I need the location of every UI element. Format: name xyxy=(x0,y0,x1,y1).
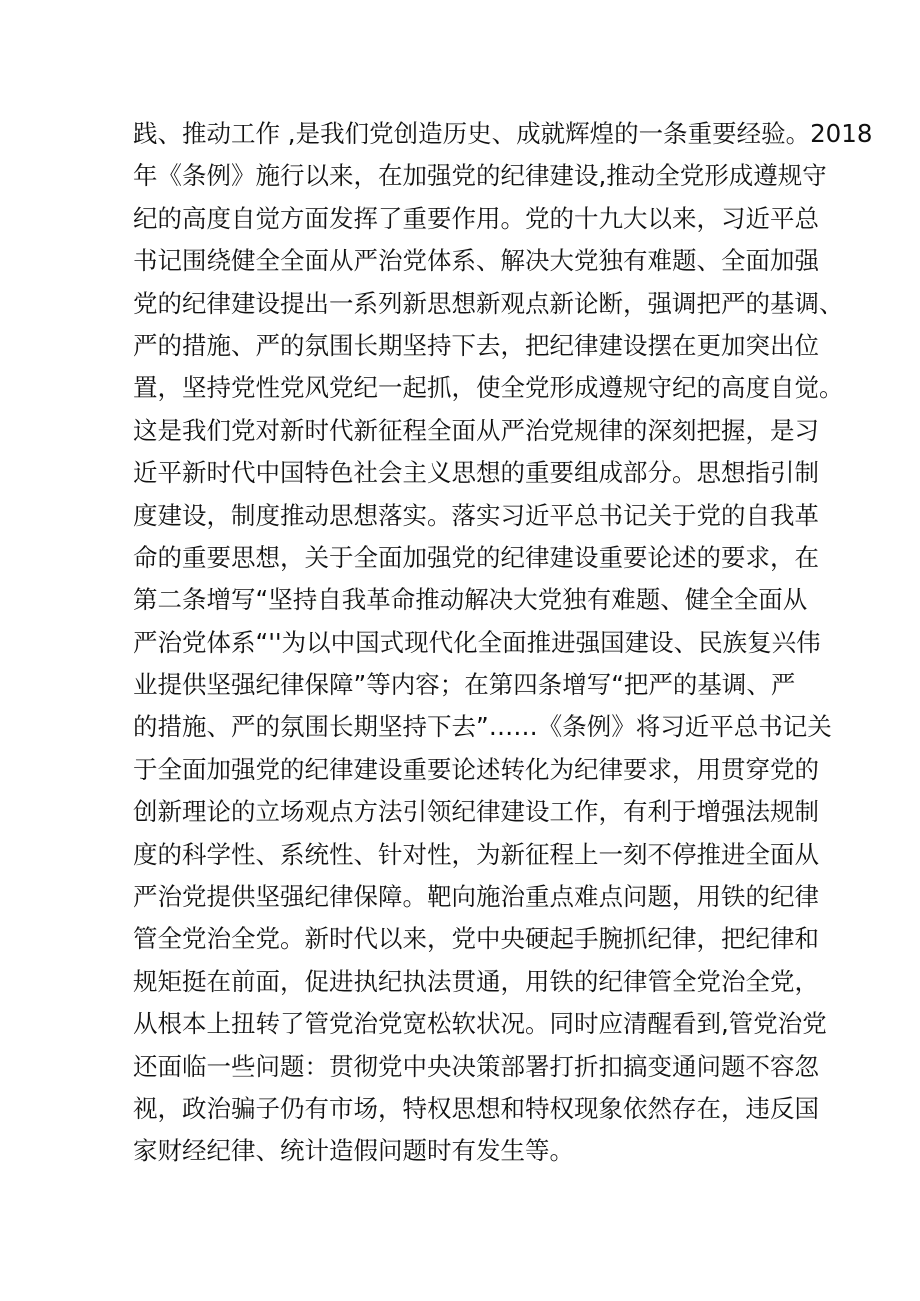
text-line: 管全党治全党。新时代以来，党中央硬起手腕抓纪律，把纪律和 xyxy=(133,924,819,954)
text-line: 近平新时代中国特色社会主义思想的重要组成部分。思想指引制 xyxy=(133,458,819,488)
text-line: 命的重要思想，关于全面加强党的纪律建设重要论述的要求，在 xyxy=(133,542,819,572)
text-line: 创新理论的立场观点方法引领纪律建设工作，有利于增强法规制 xyxy=(133,797,819,827)
text-line: 度的科学性、系统性、针对性，为新征程上一刻不停推进全面从 xyxy=(133,839,819,869)
text-line: 严的措施、严的氛围长期坚持下去，把纪律建设摆在更加突出位 xyxy=(133,330,819,360)
text-line: 严治党提供坚强纪律保障。靶向施治重点难点问题，用铁的纪律 xyxy=(133,882,819,912)
text-line: 这是我们党对新时代新征程全面从严治党规律的深刻把握，是习 xyxy=(133,415,819,445)
text-line: 置，坚持党性党风党纪一起抓，使全党形成遵规守纪的高度自觉。 xyxy=(133,373,844,403)
text-line: 第二条增写“坚持自我革命推动解决大党独有难题、健全全面从 xyxy=(133,585,808,615)
text-line: 还面临一些问题：贯彻党中央决策部署打折扣搞变通问题不容忽 xyxy=(133,1051,819,1081)
text-line: 书记围绕健全全面从严治党体系、解决大党独有难题、全面加强 xyxy=(133,246,819,276)
text-line: 视，政治骗子仍有市场，特权思想和特权现象依然存在，违反国 xyxy=(133,1093,819,1123)
text-line: 家财经纪律、统计造假问题时有发生等。 xyxy=(133,1136,574,1166)
text-line: 践、推动工作 ,是我们党创造历史、成就辉煌的一条重要经验。2018 xyxy=(133,119,873,148)
text-line: 年《条例》施行以来，在加强党的纪律建设,推动全党形成遵规守 xyxy=(133,161,827,191)
text-line: 于全面加强党的纪律建设重要论述转化为纪律要求，用贯穿党的 xyxy=(133,754,819,784)
text-line: 规矩挺在前面，促进执纪执法贯通，用铁的纪律管全党治全党， xyxy=(133,966,819,996)
text-line: 党的纪律建设提出一系列新思想新观点新论断，强调把严的基调、 xyxy=(133,288,844,318)
body-paragraph xyxy=(133,113,873,1173)
text-line: 严治党体系“''为以中国式现代化全面推进强国建设、民族复兴伟 xyxy=(133,627,821,657)
text-line: 纪的高度自觉方面发挥了重要作用。党的十九大以来，习近平总 xyxy=(133,203,819,233)
text-line: 业提供坚强纪律保障”等内容；在第四条增写“把严的基调、严 xyxy=(133,670,796,700)
text-line: 从根本上扭转了管党治党宽松软状况。同时应清醒看到,管党治党 xyxy=(133,1009,827,1039)
text-line: 的措施、严的氛围长期坚持下去”……《条例》将习近平总书记关 xyxy=(133,712,832,742)
text-line: 度建设，制度推动思想落实。落实习近平总书记关于党的自我革 xyxy=(133,500,819,530)
